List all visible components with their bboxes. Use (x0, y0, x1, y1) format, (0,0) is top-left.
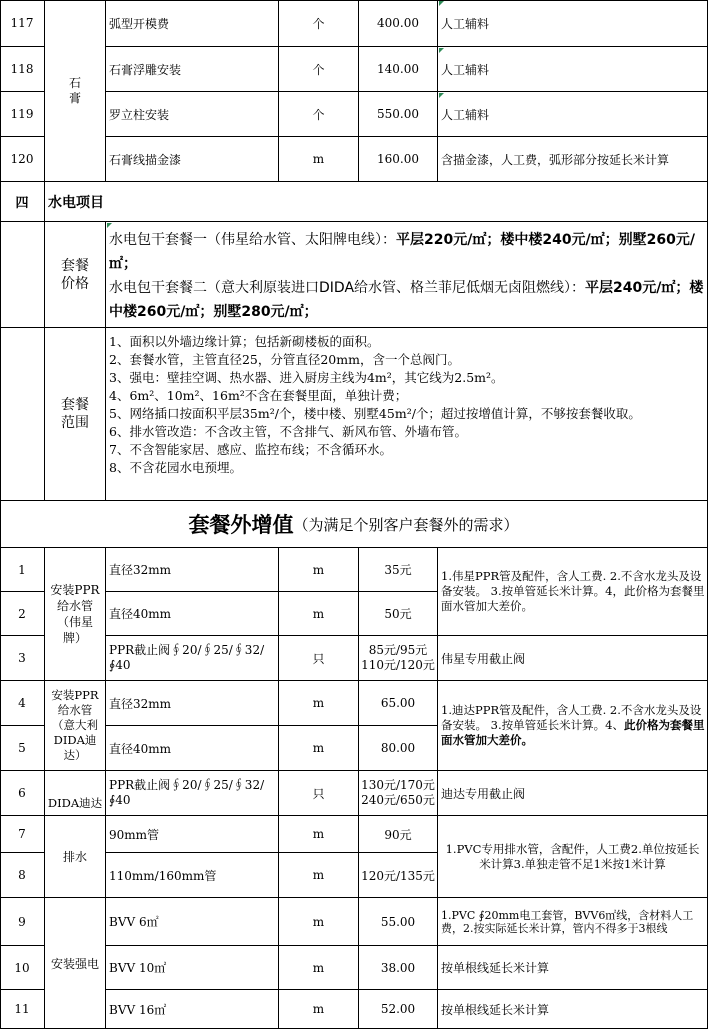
merged-note-weixing: 1.伟星PPR管及配件，含人工费. 2.不含水龙头及设备安装。 3.按单管延长米计算。4，此价格为套餐里面水管加大差价。 (438, 548, 708, 636)
row-number: 118 (0, 47, 45, 92)
row-number: 10 (0, 946, 45, 990)
item-name: BVV 6㎡ (106, 898, 279, 946)
row-number: 9 (0, 898, 45, 946)
section-number: 四 (0, 182, 45, 222)
item-unit: 个 (279, 92, 359, 137)
group-ppr-weixing: 安装PPR 给水管 （伟星 牌） (45, 548, 106, 681)
comment-marker-icon (439, 1, 444, 6)
item-name: PPR截止阀∮20/∮25/∮32/ ∮40 (106, 636, 279, 681)
item-price: 38.00 (359, 946, 438, 990)
scope-item: 3、强电：壁挂空调、热水器、进入厨房主线为4m²，其它线为2.5m²。 (109, 370, 504, 385)
item-note: 人工辅料 (438, 0, 708, 47)
comment-marker-icon (439, 48, 444, 53)
scope-item: 8、不含花园水电预埋。 (109, 460, 242, 475)
row-number: 5 (0, 726, 45, 771)
item-note: 1.PVC ∮20mm电工套管，BVV6㎡线，含材料人工费，2.按实际延长米计算，管内不得多于3根线 (438, 898, 708, 946)
item-name: 直径40mm (106, 726, 279, 771)
item-price: 35元 (359, 548, 438, 592)
item-name: BVV 10㎡ (106, 946, 279, 990)
item-note: 按单根线延长米计算 (438, 946, 708, 990)
item-price: 50元 (359, 592, 438, 636)
comment-marker-icon (107, 223, 112, 228)
item-name: 弧型开模费 (106, 0, 279, 47)
merged-note-dida (438, 681, 708, 771)
item-unit: m (279, 816, 359, 853)
row-number: 119 (0, 92, 45, 137)
item-price: 65.00 (359, 681, 438, 726)
group-stone: 石 膏 (45, 0, 106, 182)
item-unit: m (279, 853, 359, 898)
item-unit: m (279, 990, 359, 1029)
note-dida-bold: 此价格为套餐里面水管加大差价。 (441, 718, 705, 747)
item-name: 石膏线描金漆 (106, 137, 279, 182)
package-price-content (106, 222, 708, 328)
item-name: 直径32mm (106, 681, 279, 726)
scope-item: 1、面积以外墙边缘计算；包括新砌楼板的面积。 (109, 334, 380, 349)
item-unit: 只 (279, 771, 359, 816)
item-price: 400.00 (359, 0, 438, 47)
scope-item: 7、不含智能家居、感应、监控布线；不含循环水。 (109, 442, 392, 457)
package-scope-content (106, 328, 708, 501)
package-one-prices: 平层220元/㎡；楼中楼240元/㎡；别墅260元/㎡； (109, 232, 696, 272)
row-number: 117 (0, 0, 45, 47)
item-price: 52.00 (359, 990, 438, 1029)
item-name: 石膏浮雕安装 (106, 47, 279, 92)
package-one-text: 水电包干套餐一（伟星给水管、太阳牌电线）： (109, 232, 396, 248)
empty-cell (0, 222, 45, 328)
row-number: 3 (0, 636, 45, 681)
item-note: 伟星专用截止阀 (438, 636, 708, 681)
item-note: 人工辅料 (438, 92, 708, 137)
item-price: 85元/95元 110元/120元 (359, 636, 438, 681)
group-ppr-dida: 安装PPR 给水管 （意大利 DIDA迪 达） (45, 681, 106, 771)
package-two-prices: 平层240元/㎡；楼中楼260元/㎡；别墅280元/㎡； (109, 280, 704, 320)
merged-note-drain: 1.PVC专用排水管，含配件，人工费2.单位按延长米计算3.单独走管不足1米按1米计算 (438, 816, 708, 898)
item-unit: m (279, 898, 359, 946)
row-number: 7 (0, 816, 45, 853)
item-name: 110mm/160mm管 (106, 853, 279, 898)
item-unit: m (279, 548, 359, 592)
item-name: BVV 16㎡ (106, 990, 279, 1029)
package-scope-label: 套餐 范围 (45, 328, 106, 501)
row-number: 4 (0, 681, 45, 726)
row-number: 120 (0, 137, 45, 182)
row-number: 2 (0, 592, 45, 636)
item-name: 罗立柱安装 (106, 92, 279, 137)
scope-item: 2、套餐水管，主管直径25，分管直径20mm，含一个总阀门。 (109, 352, 460, 367)
item-unit: m (279, 681, 359, 726)
row-number: 11 (0, 990, 45, 1029)
item-price: 55.00 (359, 898, 438, 946)
scope-item: 5、网络插口按面积平层35m²/个，楼中楼、别墅45m²/个；超过按增值计算，不够按套餐收取。 (109, 406, 641, 421)
comment-marker-icon (439, 93, 444, 98)
item-note: 迪达专用截止阀 (438, 771, 708, 816)
addon-title: 套餐外增值 (188, 512, 294, 537)
group-drain: 排水 (45, 816, 106, 898)
group-dida: DIDA迪达 (45, 771, 106, 816)
section-title: 水电项目 (45, 182, 708, 222)
scope-item: 6、排水管改造：不含改主管，不含排气、新风布管、外墙布管。 (109, 424, 467, 439)
item-name: PPR截止阀∮20/∮25/∮32/ ∮40 (106, 771, 279, 816)
item-unit: 个 (279, 47, 359, 92)
row-number: 8 (0, 853, 45, 898)
item-name: 直径40mm (106, 592, 279, 636)
row-number: 6 (0, 771, 45, 816)
item-unit: m (279, 592, 359, 636)
item-price: 130元/170元 240元/650元 (359, 771, 438, 816)
item-price: 80.00 (359, 726, 438, 771)
item-unit: 只 (279, 636, 359, 681)
item-unit: m (279, 726, 359, 771)
group-power: 安装强电 (45, 898, 106, 1029)
item-price: 120元/135元 (359, 853, 438, 898)
item-price: 90元 (359, 816, 438, 853)
addon-subtitle: （为满足个别客户套餐外的需求） (293, 515, 519, 534)
item-unit: m (279, 946, 359, 990)
item-price: 550.00 (359, 92, 438, 137)
item-name: 90mm管 (106, 816, 279, 853)
item-price: 140.00 (359, 47, 438, 92)
row-number: 1 (0, 548, 45, 592)
package-price-label: 套餐 价格 (45, 222, 106, 328)
item-name: 直径32mm (106, 548, 279, 592)
empty-cell (0, 328, 45, 501)
scope-item: 4、6m²、10m²、16m²不含在套餐里面，单独计费； (109, 388, 408, 403)
package-two-text: 水电包干套餐二（意大利原装进口DIDA给水管、格兰菲尼低烟无卤阻燃线）： (109, 280, 586, 296)
item-unit: 个 (279, 0, 359, 47)
item-unit: m (279, 137, 359, 182)
note-dida-text: 1.迪达PPR管及配件，含人工费. 2.不含水龙头及设备安装。 3.按单管延长米计算。4、 (441, 703, 702, 732)
item-note: 人工辅料 (438, 47, 708, 92)
item-note: 含描金漆，人工费，弧形部分按延长米计算 (438, 137, 708, 182)
item-note: 按单根线延长米计算 (438, 990, 708, 1029)
addon-title-row (0, 501, 708, 548)
item-price: 160.00 (359, 137, 438, 182)
